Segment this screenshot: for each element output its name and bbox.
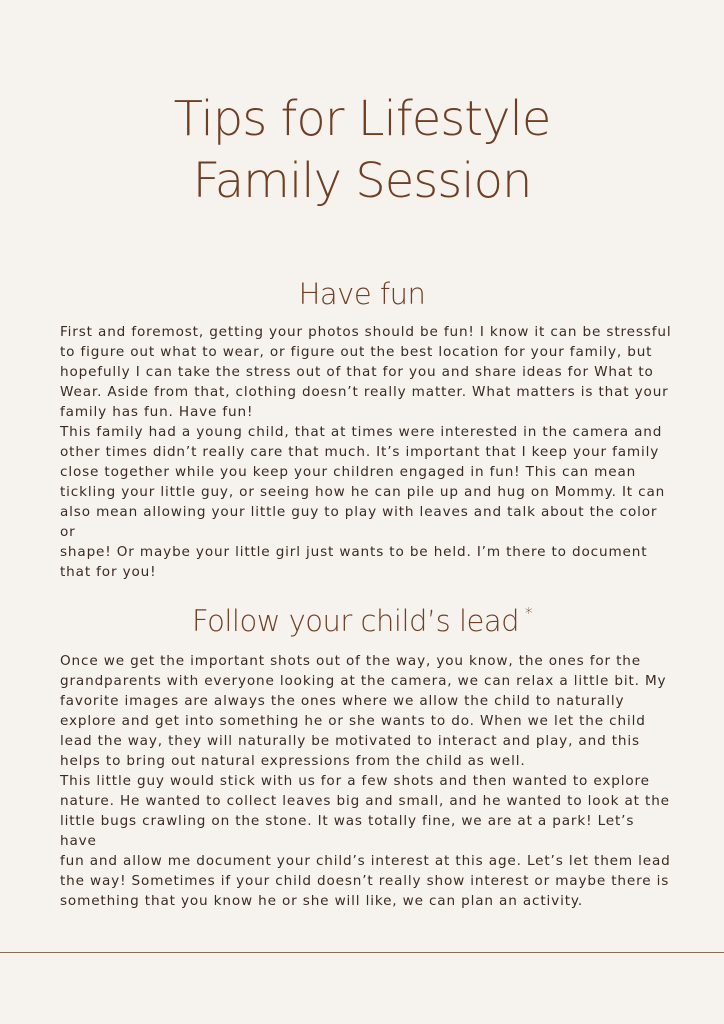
section-body-follow-lead [60, 651, 672, 911]
section-body-have-fun [60, 322, 672, 582]
section-heading-text: Have fun [298, 277, 426, 311]
asterisk-mark: * [525, 604, 533, 622]
footer-divider [0, 952, 724, 953]
paragraph: This family had a young child, that at times were interested in the camera and other times didn’t really care that much. It’s important that I keep your family close together while you keep your children engaged in fun! This can mean tickling your little guy, or seeing how he can pile up and hug on Mommy. It can also mean allowing your little guy to play with leaves and talk about the color or shape! Or maybe your little girl just wants to be held. I’m there to document that for you! [60, 424, 666, 580]
section-heading-follow-lead [0, 595, 724, 639]
page-title-line-1: Tips for Lifestyle [173, 91, 551, 147]
paragraph: Once we get the important shots out of the way, you know, the ones for the grandparents with everyone looking at the camera, we can relax a little bit. My favorite images are always the ones where we allow the child to naturally explore and get into something he or she wants to do. When we let the child lead the way, they will naturally be motivated to interact and play, and this helps to bring out natural expressions from the child as well. [60, 653, 667, 769]
page-title-line-2: Family Session [192, 153, 532, 209]
section-heading-have-fun [0, 276, 724, 312]
page-title [0, 88, 724, 212]
paragraph: This little guy would stick with us for a few shots and then wanted to explore nature. He wanted to collect leaves big and small, and he wanted to look at the little bugs crawling on the stone. It was totally fine, we are at a park! Let’s have fun and allow me document your child’s interest at this age. Let’s let them lead the way! Sometimes if your child doesn’t really show interest or maybe there is something that you know he or she will like, we can plan an activity. [60, 773, 671, 909]
paragraph: First and foremost, getting your photos should be fun! I know it can be stressful to figure out what to wear, or figure out the best location for your family, but hopefully I can take the stress out of that for you and share ideas for What to Wear. Aside from that, clothing doesn’t really matter. What matters is that your family has fun. Have fun! [60, 324, 672, 420]
section-heading-text: Follow your child’s lead [191, 604, 520, 638]
